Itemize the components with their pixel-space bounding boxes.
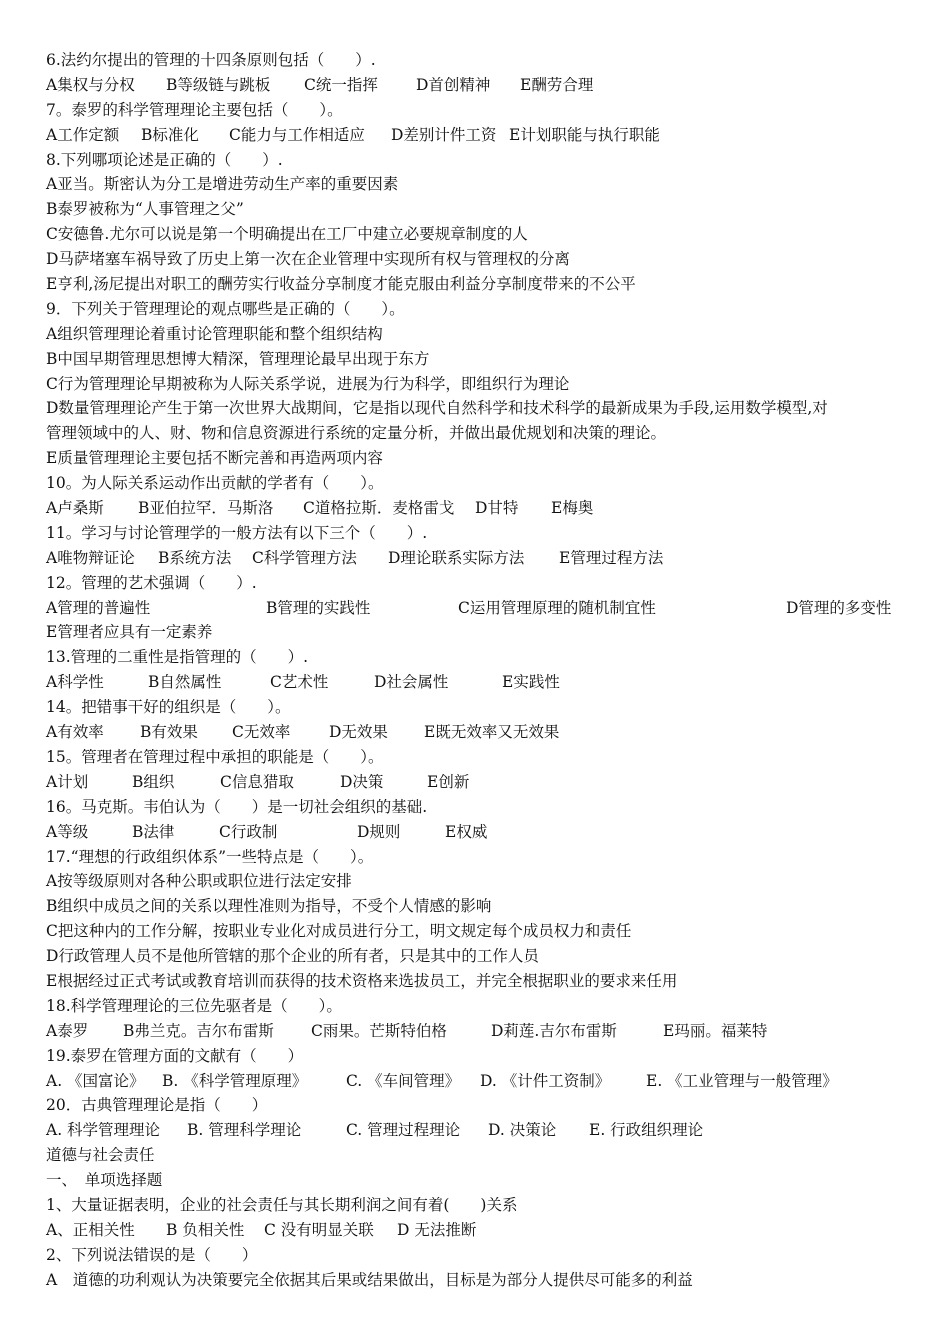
text-line	[46, 297, 916, 322]
line-text: D行政管理人员不是他所管辖的那个企业的所有者，只是其中的工作人员	[46, 947, 539, 966]
text-line	[46, 645, 916, 670]
text-line	[46, 1093, 916, 1118]
text-line	[46, 396, 916, 421]
text-line	[46, 148, 916, 173]
option-item: E梅奥	[551, 499, 594, 518]
option-item: C. 《车间管理》	[346, 1071, 461, 1090]
text-line	[46, 172, 916, 197]
line-text: 6.法约尔提出的管理的十四条原则包括（ ）.	[46, 51, 376, 69]
option-item: B亚伯拉罕．马斯洛	[138, 499, 274, 518]
line-text: A组织管理理论着重讨论管理职能和整个组织结构	[46, 324, 383, 343]
option-row	[46, 1069, 916, 1094]
line-text: 20．古典管理理论是指（ ）	[46, 1096, 268, 1115]
option-item: C能力与工作相适应	[229, 125, 365, 144]
option-item: B. 管理科学理论	[187, 1121, 302, 1140]
option-item: A计划	[46, 772, 89, 791]
line-text: 13.管理的二重性是指管理的（ ）.	[46, 648, 309, 667]
line-text: C安德鲁.尤尔可以说是第一个明确提出在工厂中建立必要规章制度的人	[46, 225, 528, 244]
option-item: D社会属性	[374, 673, 449, 692]
option-item: B法律	[132, 822, 175, 841]
option-item: E权威	[445, 822, 488, 841]
text-line	[46, 620, 916, 645]
text-line	[46, 272, 916, 297]
option-row	[46, 720, 916, 745]
text-line	[46, 521, 916, 546]
option-item: A. 《国富论》	[46, 1071, 145, 1090]
option-row	[46, 820, 916, 845]
text-line	[46, 894, 916, 919]
text-line	[46, 1243, 916, 1268]
line-text: 14。把错事干好的组织是（ ）。	[46, 698, 291, 717]
text-line	[46, 347, 916, 372]
line-text: E根据经过正式考试或教育培训而获得的技术资格来选拔员工，并完全根据职业的要求来任用	[46, 971, 678, 990]
option-item: A卢桑斯	[46, 499, 104, 518]
text-line	[46, 869, 916, 894]
text-line	[46, 994, 916, 1019]
text-line	[46, 322, 916, 347]
text-line	[46, 1168, 916, 1193]
text-line	[46, 695, 916, 720]
option-item: B. 《科学管理原理》	[162, 1071, 308, 1090]
text-line	[46, 48, 916, 73]
line-text: 8.下列哪项论述是正确的（ ）.	[46, 150, 283, 169]
line-text: B中国早期管理思想博大精深，管理理论最早出现于东方	[46, 349, 430, 368]
line-text: 17.“理想的行政组织体系”一些特点是（ ）。	[46, 847, 374, 866]
option-item: D. 《计件工资制》	[480, 1071, 611, 1090]
option-item: C艺术性	[270, 673, 329, 692]
option-item: D决策	[340, 772, 384, 791]
line-text: 一、 单项选择题	[46, 1171, 163, 1190]
option-item: E. 《工业管理与一般管理》	[646, 1071, 838, 1090]
option-row	[46, 1118, 916, 1143]
option-item: C统一指挥	[304, 75, 378, 94]
option-item: E创新	[427, 772, 470, 791]
text-line	[46, 1268, 916, 1293]
line-text: A 道德的功利观认为决策要完全依据其后果或结果做出，目标是为部分人提供尽可能多的利益	[46, 1270, 693, 1289]
option-item: B等级链与跳板	[166, 75, 271, 94]
option-item: D首创精神	[416, 75, 491, 94]
option-row	[46, 596, 916, 621]
option-item: D. 决策论	[488, 1121, 557, 1140]
line-text: D数量管理理论产生于第一次世界大战期间，它是指以现代自然科学和技术科学的最新成果为手段,运用数学模型,对	[46, 399, 828, 418]
line-text: 管理领域中的人、财、物和信息资源进行系统的定量分析，并做出最优规划和决策的理论。	[46, 424, 667, 443]
option-item: A等级	[46, 822, 89, 841]
document-page	[46, 48, 916, 1293]
option-item: C 没有明显关联	[264, 1220, 374, 1239]
text-line	[46, 571, 916, 596]
option-item: A工作定额	[46, 125, 120, 144]
line-text: E质量管理理论主要包括不断完善和再造两项内容	[46, 449, 383, 468]
option-row	[46, 496, 916, 521]
option-item: E玛丽。福莱特	[663, 1021, 768, 1040]
option-row	[46, 670, 916, 695]
option-item: B系统方法	[158, 548, 232, 567]
line-text: C把这种内的工作分解，按职业专业化对成员进行分工，明文规定每个成员权力和责任	[46, 922, 632, 941]
option-item: E酬劳合理	[520, 75, 594, 94]
option-item: B有效果	[140, 723, 198, 742]
option-item: C运用管理原理的随机制宜性	[458, 598, 656, 617]
line-text: 9．下列关于管理理论的观点哪些是正确的（ ）。	[46, 299, 405, 318]
line-text: 道德与社会责任	[46, 1146, 155, 1165]
option-item: A. 科学管理理论	[46, 1121, 161, 1140]
option-item: E计划职能与执行职能	[509, 125, 660, 144]
option-item: D理论联系实际方法	[388, 548, 525, 567]
text-line	[46, 98, 916, 123]
text-line	[46, 372, 916, 397]
text-line	[46, 222, 916, 247]
text-line	[46, 969, 916, 994]
line-text: 7。泰罗的科学管理理论主要包括（ ）。	[46, 100, 343, 119]
text-line	[46, 944, 916, 969]
option-item: C行政制	[219, 822, 278, 841]
line-text: C行为管理理论早期被称为人际关系学说，进展为行为科学，即组织行为理论	[46, 374, 570, 393]
text-line	[46, 421, 916, 446]
option-item: D差别计件工资	[391, 125, 497, 144]
line-text: 10。为人际关系运动作出贡献的学者有（ ）。	[46, 474, 384, 493]
option-item: C无效率	[232, 723, 291, 742]
text-line	[46, 471, 916, 496]
option-item: C雨果。芒斯特伯格	[311, 1021, 447, 1040]
option-row	[46, 1218, 916, 1243]
text-line	[46, 745, 916, 770]
option-row	[46, 1019, 916, 1044]
option-item: A集权与分权	[46, 75, 135, 94]
option-row	[46, 770, 916, 795]
line-text: A按等级原则对各种公职或职位进行法定安排	[46, 872, 352, 891]
option-item: C信息猎取	[220, 772, 294, 791]
option-item: B管理的实践性	[266, 598, 371, 617]
text-line	[46, 197, 916, 222]
option-row	[46, 123, 916, 148]
line-text: B泰罗被称为“人事管理之父”	[46, 200, 244, 219]
option-item: A唯物辩证论	[46, 548, 135, 567]
option-item: D无效果	[329, 723, 388, 742]
option-item: A泰罗	[46, 1021, 89, 1040]
option-item: A管理的普遍性	[46, 598, 151, 617]
option-item: A有效率	[46, 723, 104, 742]
text-line	[46, 247, 916, 272]
option-item: D规则	[357, 822, 401, 841]
line-text: 16。马克斯。韦伯认为（ ）是一切社会组织的基础.	[46, 797, 428, 816]
line-text: 1、大量证据表明，企业的社会责任与其长期利润之间有着( )关系	[46, 1195, 518, 1214]
line-text: E亨利,汤尼提出对职工的酬劳实行收益分享制度才能克服由利益分享制度带来的不公平	[46, 275, 636, 294]
text-line	[46, 795, 916, 820]
option-item: C科学管理方法	[252, 548, 357, 567]
text-line	[46, 845, 916, 870]
option-item: B 负相关性	[166, 1220, 245, 1239]
option-item: A、正相关性	[46, 1220, 135, 1239]
text-line	[46, 1193, 916, 1218]
option-item: C道格拉斯．麦格雷戈	[303, 499, 455, 518]
option-item: D管理的多变性	[786, 598, 892, 617]
line-text: 2、下列说法错误的是（ ）	[46, 1245, 258, 1264]
option-row	[46, 73, 916, 98]
option-item: E实践性	[502, 673, 560, 692]
option-item: B自然属性	[148, 673, 222, 692]
text-line	[46, 446, 916, 471]
option-item: D甘特	[475, 499, 519, 518]
option-item: B标准化	[141, 125, 199, 144]
option-item: C. 管理过程理论	[346, 1121, 461, 1140]
option-item: D莉莲.吉尔布雷斯	[491, 1021, 617, 1040]
text-line	[46, 1044, 916, 1069]
line-text: B组织中成员之间的关系以理性准则为指导，不受个人情感的影响	[46, 897, 492, 916]
option-item: B弗兰克。吉尔布雷斯	[123, 1021, 274, 1040]
option-item: E管理过程方法	[559, 548, 664, 567]
line-text: 19.泰罗在管理方面的文献有（ ）	[46, 1046, 304, 1065]
line-text: D马萨堵塞车祸导致了历史上第一次在企业管理中实现所有权与管理权的分离	[46, 250, 570, 269]
option-item: E既无效率又无效果	[424, 723, 560, 742]
option-item: B组织	[132, 772, 175, 791]
line-text: 11。学习与讨论管理学的一般方法有以下三个（ ）.	[46, 523, 428, 542]
option-item: E. 行政组织理论	[589, 1121, 704, 1140]
line-text: E管理者应具有一定素养	[46, 623, 213, 642]
line-text: 15。管理者在管理过程中承担的职能是（ ）。	[46, 747, 384, 766]
line-text: 12。管理的艺术强调（ ）.	[46, 573, 257, 592]
option-item: D 无法推断	[397, 1220, 477, 1239]
text-line	[46, 919, 916, 944]
option-row	[46, 546, 916, 571]
text-line	[46, 1143, 916, 1168]
option-item: A科学性	[46, 673, 104, 692]
line-text: 18.科学管理理论的三位先驱者是（ ）。	[46, 996, 342, 1015]
line-text: A亚当。斯密认为分工是增进劳动生产率的重要因素	[46, 175, 399, 194]
